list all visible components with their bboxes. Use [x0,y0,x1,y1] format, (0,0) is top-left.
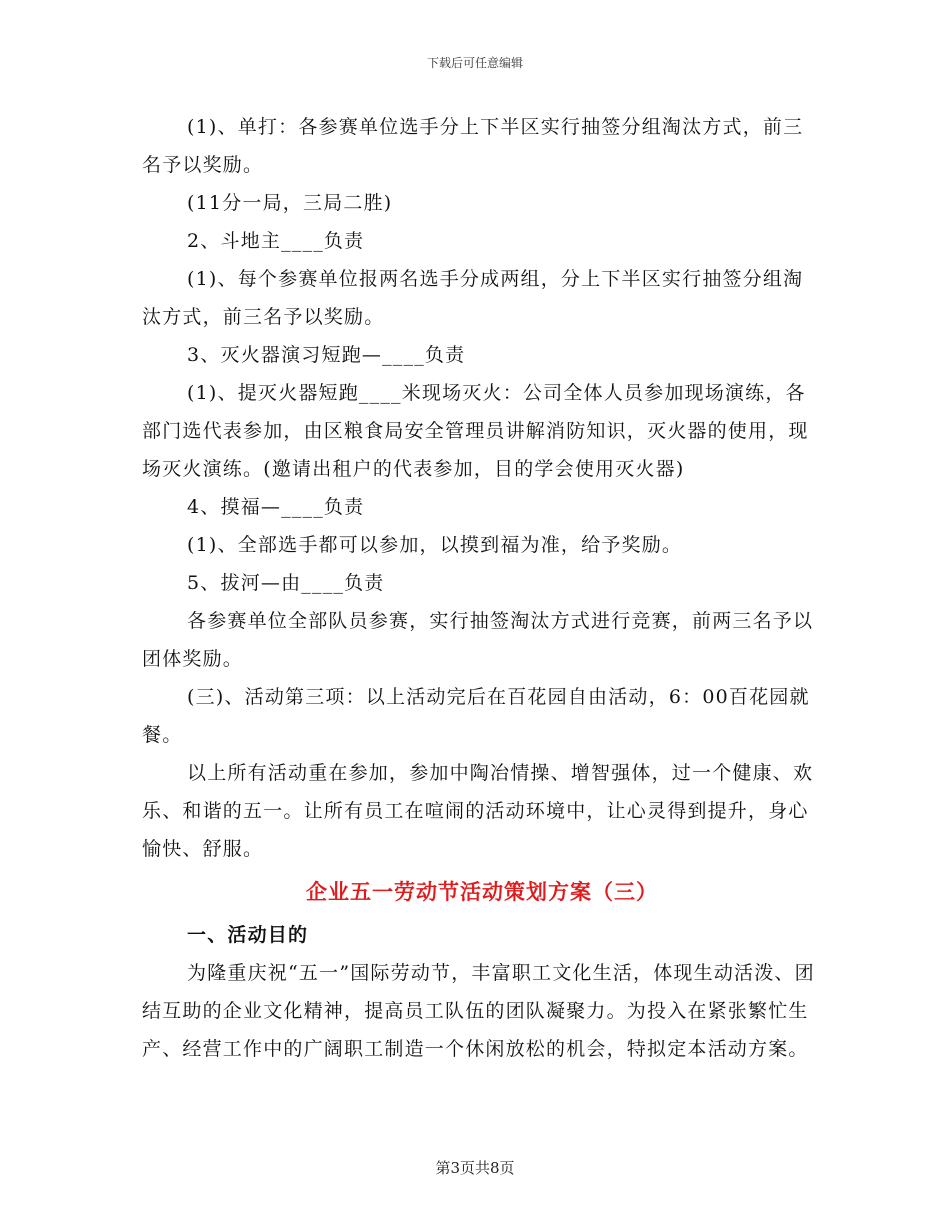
paragraph-purpose: 为隆重庆祝“五一”国际劳动节，丰富职工文化生活，体现生动活泼、团结互助的企业文化精神，提高员工队伍的团队凝聚力。为投入在紧张繁忙生产、经营工作中的广阔职工制造一个休闲放松的机会，特拟定本活动方案。 [142,962,815,1060]
paragraph-mofu-heading: 4、摸福—____负责 [187,496,365,518]
paragraph-singles-rules: (1)、单打：各参赛单位选手分上下半区实行抽签分组淘汰方式，前三名予以奖励。 [142,116,804,176]
paragraph-scoring-note: (11分一局，三局二胜) [187,192,393,214]
document-body [142,108,822,1068]
section-title: 企业五一劳动节活动策划方案（三） [306,879,658,904]
paragraph-extinguisher-heading: 3、灭火器演习短跑—____负责 [187,344,466,366]
paragraph-mofu-rules: (1)、全部选手都可以参加，以摸到福为准，给予奖励。 [187,534,683,556]
paragraph-doudizhu-heading: 2、斗地主____负责 [187,230,365,252]
paragraph-doudizhu-rules: (1)、每个参赛单位报两名选手分成两组，分上下半区实行抽签分组淘汰方式，前三名予以奖励。 [142,268,804,328]
paragraph-third-activity: (三)、活动第三项：以上活动完后在百花园自由活动，6：00百花园就餐。 [142,686,810,746]
paragraph-tug-of-war-rules: 各参赛单位全部队员参赛，实行抽签淘汰方式进行竞赛，前两三名予以团体奖励。 [142,610,814,670]
paragraph-tug-of-war-heading: 5、拔河—由____负责 [187,572,385,594]
page-footer: 第3页共8页 [435,1159,515,1177]
paragraph-extinguisher-rules: (1)、提灭火器短跑____米现场灭火：公司全体人员参加现场演练，各部门选代表参加，由区粮食局安全管理员讲解消防知识，灭火器的使用，现场灭火演练。(邀请出租户的代表参加，目的学会使用灭火器) [142,382,809,480]
paragraph-summary: 以上所有活动重在参加，参加中陶冶情操、增智强体，过一个健康、欢乐、和谐的五一。让所有员工在喧闹的活动环境中，让心灵得到提升，身心愉快、舒服。 [142,762,814,860]
section-heading: 一、活动目的 [187,924,309,946]
page-header: 下载后可任意编辑 [426,56,523,70]
